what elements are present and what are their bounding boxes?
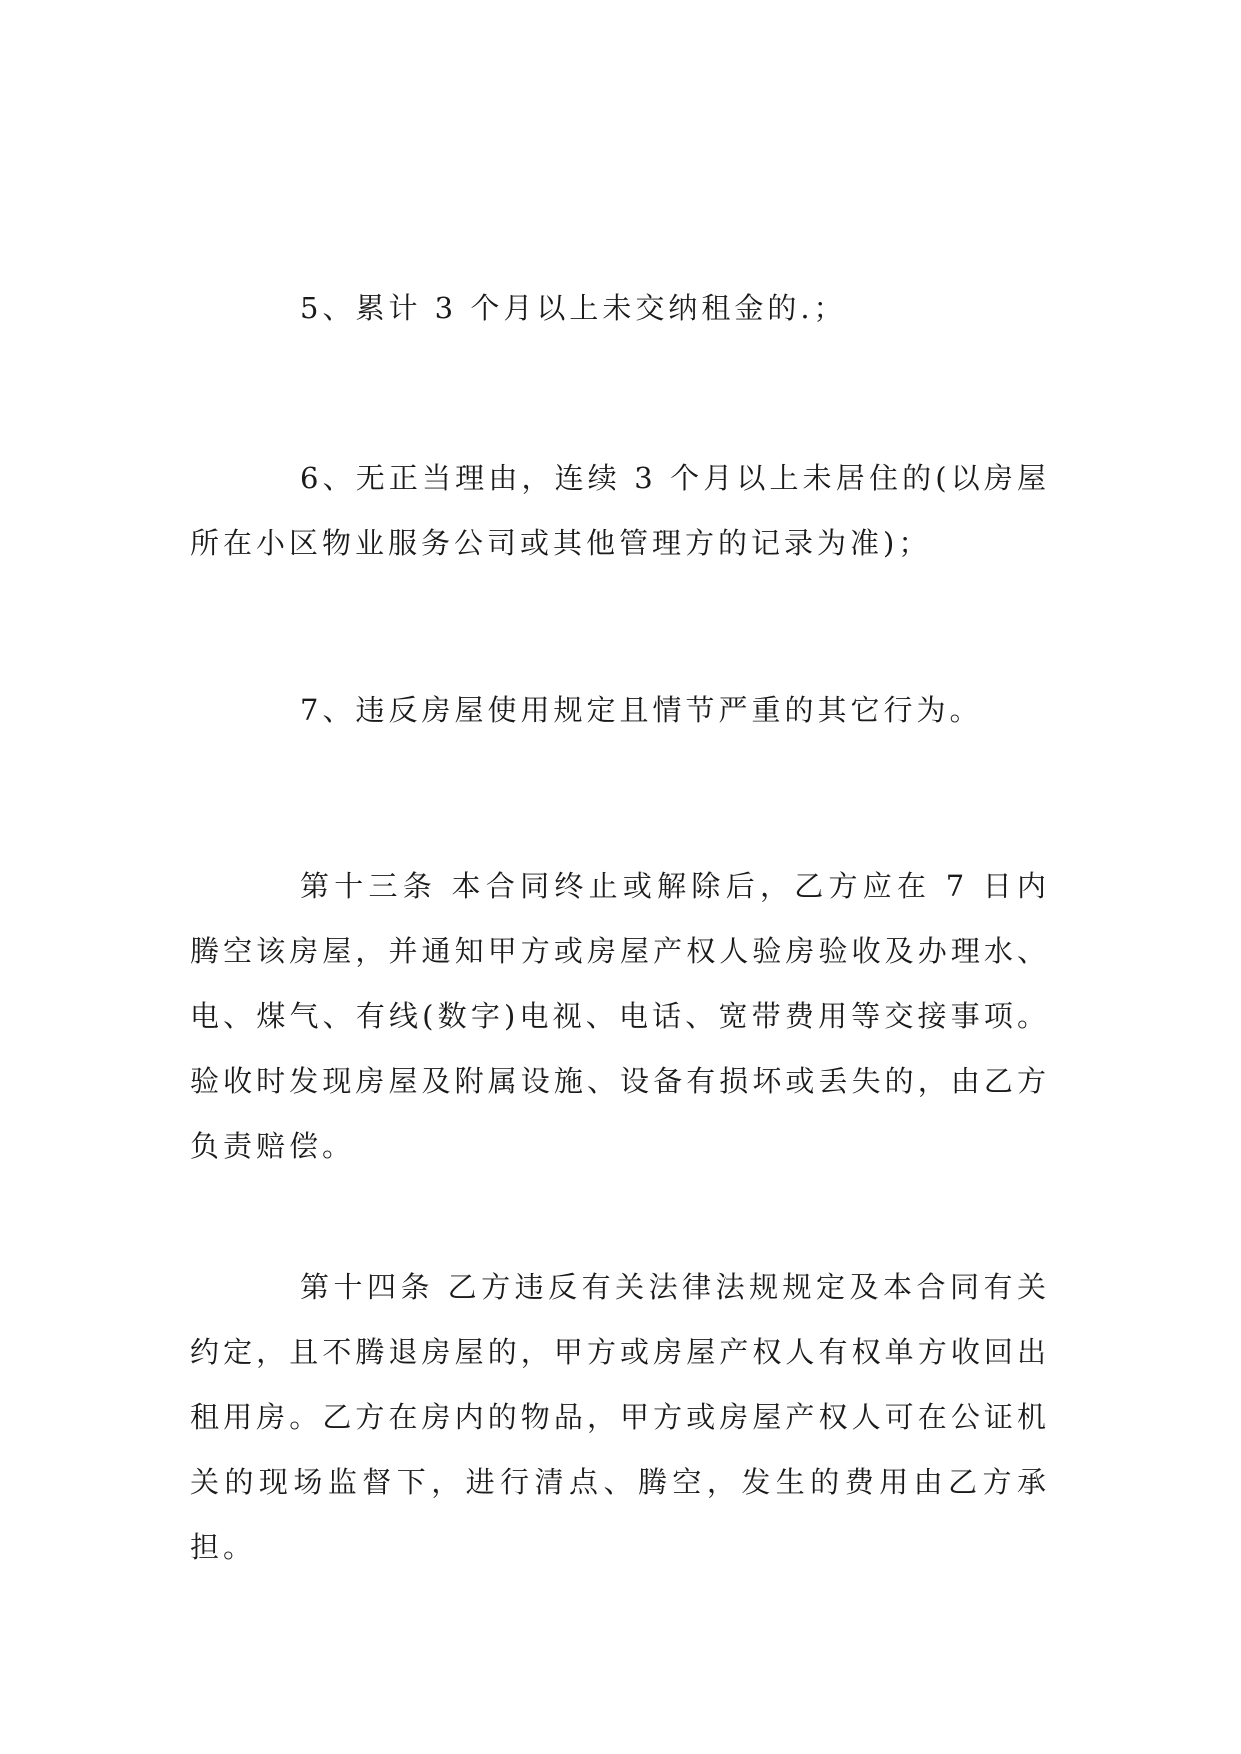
article-13: 第十三条 本合同终止或解除后，乙方应在 7 日内腾空该房屋，并通知甲方或房屋产权人验房验收及办理水、电、煤气、有线(数字)电视、电话、宽带费用等交接事项。验收时发现房屋及附属设施、设备有损坏或丢失的，由乙方负责赔偿。 — [190, 869, 1050, 1163]
clause-item-6: 6、无正当理由，连续 3 个月以上未居住的(以房屋所在小区物业服务公司或其他管理方的记录为准)； — [190, 461, 1050, 560]
clause-item-5: 5、累计 3 个月以上未交纳租金的.； — [300, 291, 847, 325]
clause-item-7: 7、违反房屋使用规定且情节严重的其它行为。 — [300, 693, 983, 727]
article-14: 第十四条 乙方违反有关法律法规规定及本合同有关约定，且不腾退房屋的，甲方或房屋产权人有权单方收回出租用房。乙方在房内的物品，甲方或房屋产权人可在公证机关的现场监督下，进行清点、腾空，发生的费用由乙方承担。 — [190, 1270, 1050, 1564]
